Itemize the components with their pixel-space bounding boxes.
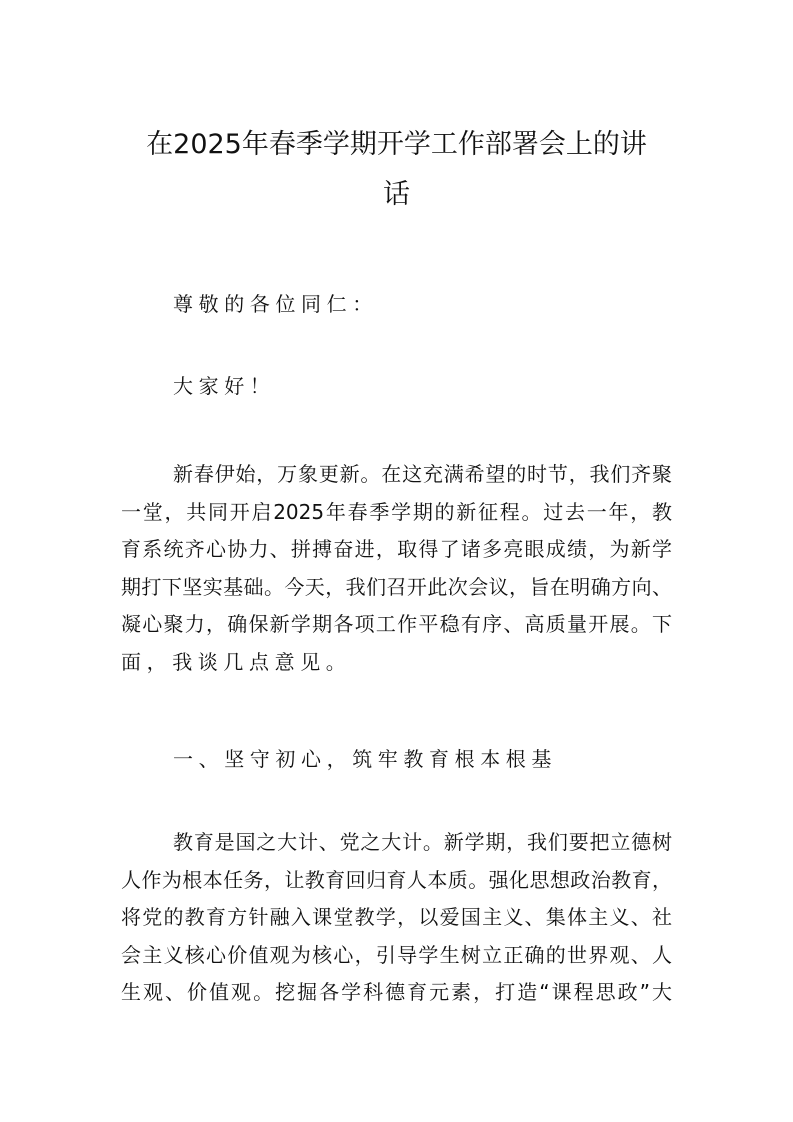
- salutation: [121, 286, 672, 324]
- text-line: 人作为根本任务，让教育回归育人本质。强化思想政治教育，: [121, 867, 672, 892]
- text-line: 会主义核心价值观为核心，引导学生树立正确的世界观、人: [121, 942, 672, 967]
- title-line-1: 在2025年春季学期开学工作部署会上的讲: [146, 129, 647, 160]
- section-heading-1: [121, 741, 672, 779]
- text-line: 新春伊始，万象更新。在这充满希望的时节，我们齐聚: [173, 462, 672, 486]
- paragraph-intro: [121, 456, 672, 682]
- section-heading-text: 一、坚守初心，筑牢教育根本根基: [173, 747, 557, 771]
- greeting: [121, 368, 672, 406]
- text-line: 育系统齐心协力、拼搏奋进，取得了诸多亮眼成绩，为新学: [121, 537, 672, 562]
- title-line-2: 话: [383, 179, 410, 210]
- salutation-text: 尊敬的各位同仁：: [173, 292, 378, 316]
- text-line: 一堂，共同开启2025年春季学期的新征程。过去一年，教: [121, 499, 672, 524]
- document-title: [110, 120, 683, 220]
- greeting-text: 大家好！: [173, 374, 276, 398]
- paragraph-section1: [121, 824, 672, 1012]
- text-line: 面，我谈几点意见。: [121, 649, 352, 674]
- text-line: 期打下坚实基础。今天，我们召开此次会议，旨在明确方向、: [121, 574, 672, 599]
- text-line: 凝心聚力，确保新学期各项工作平稳有序、高质量开展。下: [121, 612, 672, 637]
- text-line: 将党的教育方针融入课堂教学，以爱国主义、集体主义、社: [121, 905, 672, 930]
- text-line: 教育是国之大计、党之大计。新学期，我们要把立德树: [173, 830, 672, 854]
- text-line: 生观、价值观。挖掘各学科德育元素，打造“课程思政”大: [121, 980, 672, 1005]
